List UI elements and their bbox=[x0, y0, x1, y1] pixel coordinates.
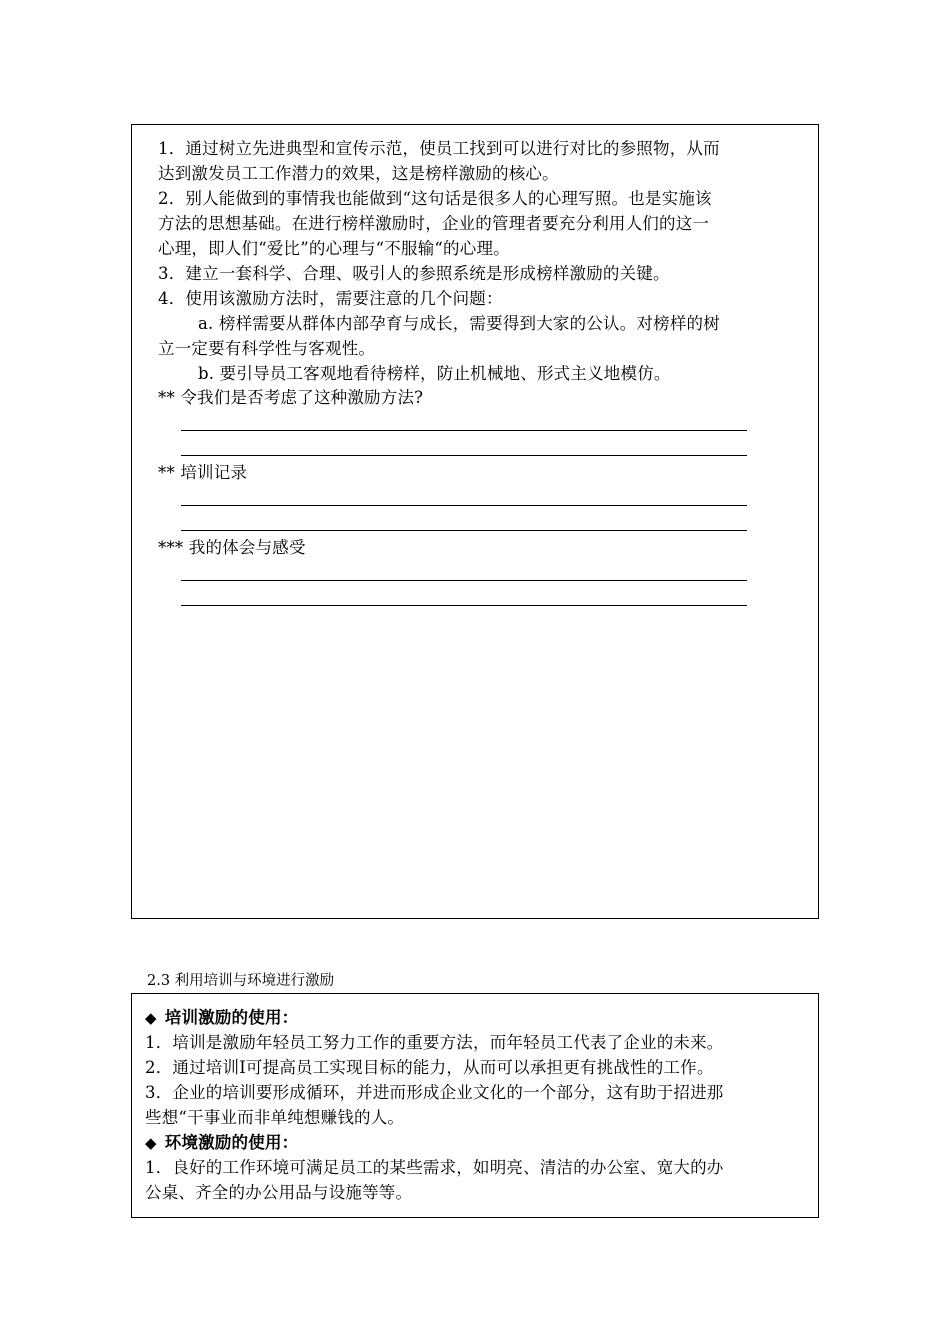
box1-line-2: 达到激发员工工作潜力的效果，这是榜样激励的核心。 bbox=[158, 164, 559, 183]
box1-line-5: 心理，即人们“爱比”的心理与“不服输“的心理。 bbox=[158, 239, 510, 258]
training-record-label: ** 培训记录 bbox=[158, 463, 248, 482]
box2-line-2: 2．通过培训I可提高员工实现目标的能力，从而可以承担更有挑战性的工作。 bbox=[145, 1058, 714, 1077]
answer-line-1[interactable] bbox=[181, 430, 747, 431]
box1-line-7: 4．使用该激励方法时，需要注意的几个问题： bbox=[158, 289, 503, 308]
box2-line-5: 1．良好的工作环境可满足员工的某些需求，如明亮、清洁的办公室、宽大的办 bbox=[145, 1158, 724, 1177]
training-heading bbox=[145, 1005, 298, 1031]
training-record-line-1[interactable] bbox=[181, 505, 747, 506]
training-record-line-2[interactable] bbox=[181, 530, 747, 531]
box1-line-4: 方法的思想基础。在进行榜样激励时，企业的管理者要充分利用人们的这一 bbox=[158, 214, 710, 233]
box1-line-8: a. 榜样需要从群体内部孕育与成长，需要得到大家的公认。对榜样的树 bbox=[198, 314, 720, 333]
box2-line-1: 1．培训是激励年轻员工努力工作的重要方法，而年轻员工代表了企业的未来。 bbox=[145, 1033, 724, 1052]
section-title: 2.3 利用培训与环境进行激励 bbox=[147, 973, 335, 989]
box2-line-3: 3．企业的培训要形成循环，并进而形成企业文化的一个部分，这有助于招进那 bbox=[145, 1083, 724, 1102]
environment-heading bbox=[145, 1130, 298, 1156]
diamond-bullet-icon: ◆ bbox=[145, 1134, 157, 1152]
box2-line-6: 公桌、齐全的办公用品与设施等等。 bbox=[145, 1183, 413, 1202]
question-prompt: ** 令我们是否考虑了这种激励方法? bbox=[158, 388, 424, 407]
environment-heading-text: 环境激励的使用： bbox=[164, 1133, 299, 1152]
feelings-line-2[interactable] bbox=[181, 605, 747, 606]
box2-line-4: 些想“干事业而非单纯想赚钱的人。 bbox=[145, 1108, 405, 1127]
feelings-line-1[interactable] bbox=[181, 580, 747, 581]
diamond-bullet-icon: ◆ bbox=[145, 1009, 157, 1027]
box1-line-6: 3．建立一套科学、合理、吸引人的参照系统是形成榜样激励的关键。 bbox=[158, 264, 670, 283]
training-heading-text: 培训激励的使用： bbox=[164, 1008, 299, 1027]
box1-line-9: 立一定要有科学性与客观性。 bbox=[158, 339, 376, 358]
box1-line-1: 1．通过树立先进典型和宣传示范，使员工找到可以进行对比的参照物，从而 bbox=[158, 139, 720, 158]
my-feelings-label: *** 我的体会与感受 bbox=[158, 538, 306, 557]
box1-line-3: 2．别人能做到的事情我也能做到“这句话是很多人的心理写照。也是实施该 bbox=[158, 189, 712, 208]
answer-line-2[interactable] bbox=[181, 455, 747, 456]
box1-line-10: b. 要引导员工客观地看待榜样，防止机械地、形式主义地模仿。 bbox=[198, 364, 671, 383]
